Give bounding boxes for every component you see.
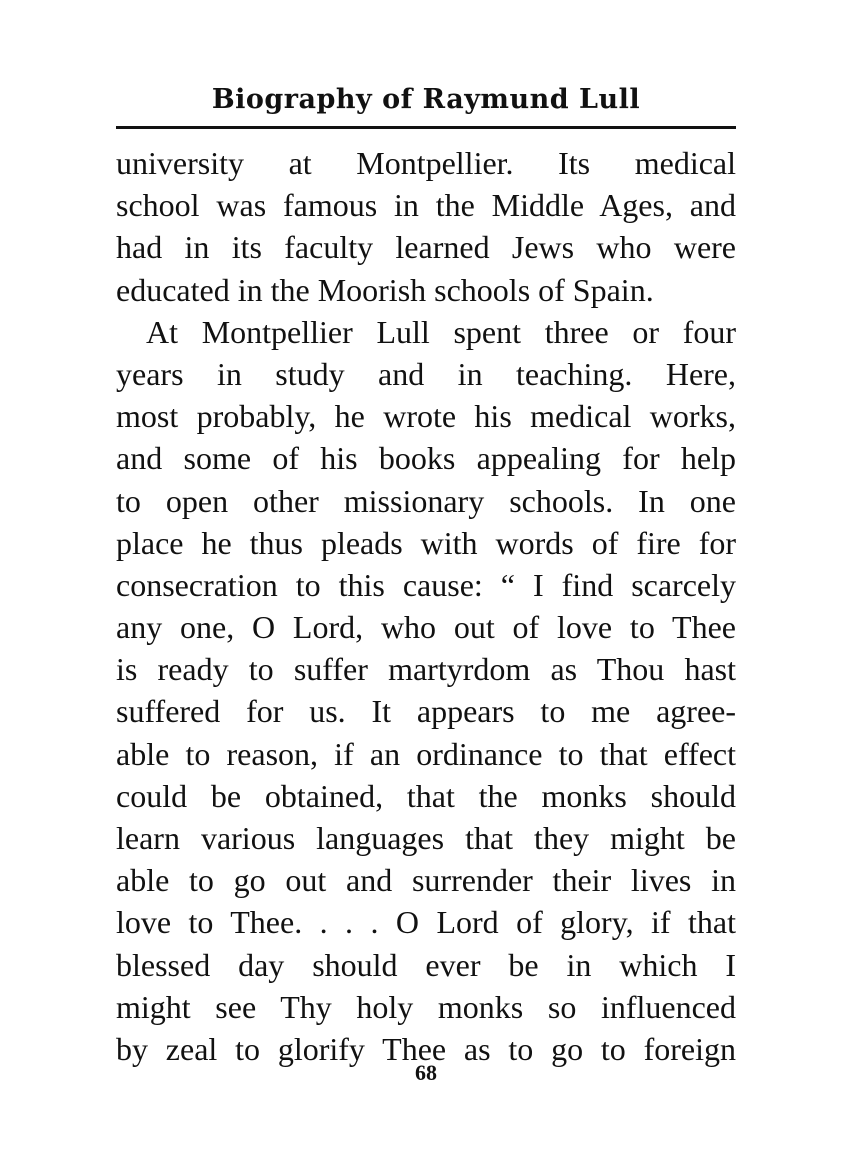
- text-line: educated in the Moorish schools of Spain.: [116, 271, 654, 308]
- text-line: able to reason, if an ordinance to that effect: [116, 735, 736, 772]
- text-line: by zeal to glorify Thee as to go to foreign: [116, 1030, 736, 1067]
- running-head: Biography of Raymund Lull: [211, 84, 641, 115]
- text-line: learn various languages that they might be: [116, 820, 736, 856]
- text-line: place he thus pleads with words of fire for: [116, 524, 736, 561]
- text-line: consecration to this cause: “ I find scarcely: [116, 566, 736, 603]
- text-line: might see Thy holy monks so influenced: [116, 988, 736, 1025]
- text-line: At Montpellier Lull spent three or four: [146, 313, 736, 350]
- text-line: years in study and in teaching. Here,: [116, 355, 736, 392]
- text-line: any one, O Lord, who out of love to Thee: [116, 609, 736, 646]
- text-line: and some of his books appealing for help: [116, 440, 736, 477]
- text-line: to open other missionary schools. In one: [116, 482, 736, 519]
- header-rule: [116, 126, 736, 129]
- text-line: is ready to suffer martyrdom as Thou hast: [116, 651, 736, 688]
- text-line: university at Montpellier. Its medical: [116, 145, 736, 181]
- text-line: suffered for us. It appears to me agree-: [116, 693, 736, 730]
- text-line: had in its faculty learned Jews who were: [116, 229, 736, 266]
- text-line: could be obtained, that the monks should: [116, 777, 736, 814]
- text-line: able to go out and surrender their lives in: [116, 862, 736, 899]
- text-line: blessed day should ever be in which I: [116, 946, 736, 983]
- text-line: love to Thee. . . . O Lord of glory, if that: [116, 904, 736, 941]
- page-number: 68: [415, 1060, 437, 1085]
- text-line: school was famous in the Middle Ages, and: [116, 187, 736, 224]
- text-line: most probably, he wrote his medical works,: [116, 398, 736, 435]
- body-text: [116, 142, 736, 1070]
